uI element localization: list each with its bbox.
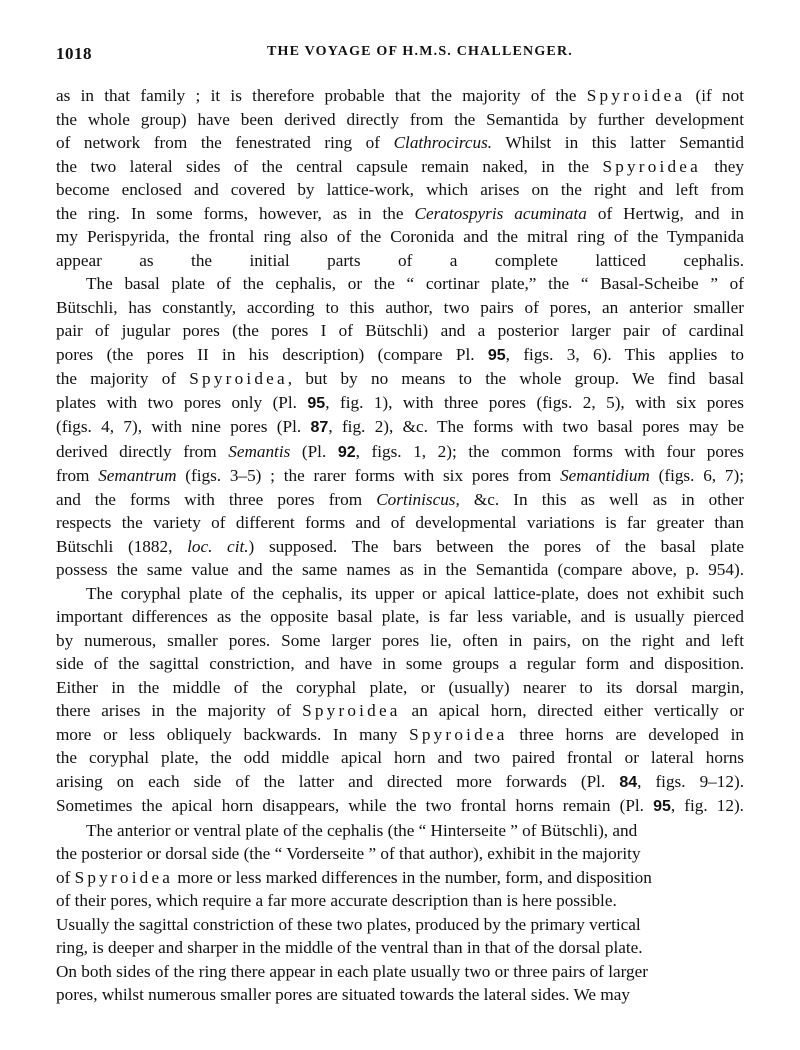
text-run: (if not [685,86,744,105]
body-text [56,84,744,1007]
spaced-term: Spyroidea [74,867,174,887]
text-run: appear as the initial parts of a complete latticed cephalis. [56,250,744,270]
text-run: Sometimes the apical horn disappears, while the two frontal horns remain (Pl. [56,796,654,815]
text-run: possess the same value and the same names as in the Semantida (compare above, p. 954). [56,560,744,579]
text-run: from [56,466,99,485]
spaced-term: Spyroidea [409,724,508,744]
paragraph-2 [56,272,744,582]
text-run: the majority of [56,369,190,388]
text-run: of Hertwig, and in [586,203,744,223]
text-run: the coryphal plate, the odd middle apical horn and two paired frontal or lateral horns [56,748,744,767]
text-run: of their pores, which require a far more accurate description than is here possible. [56,891,617,910]
text-run: of network from the fenestrated ring of [56,133,394,152]
text-run: The basal plate of the cephalis, or the “ cortinar plate,” the “ Basal-Scheibe ” of [86,274,744,293]
italic-term: Semantis [228,441,291,461]
text-run: The anterior or ventral plate of the cephalis (the “ Hinterseite ” of Bütschli), and [86,820,638,840]
text-run: , fig. 1), with three pores (figs. 2, 5), with six pores [325,392,744,412]
plate-number: 95 [487,346,506,364]
text-run: as in that family ; it is therefore probable that the majority of the [56,86,587,105]
text-run: become enclosed and covered by lattice-work, which arises on the right and left from [56,180,744,199]
text-run: of [56,867,75,887]
paragraph-3 [56,582,744,819]
italic-term: Ceratospyris acuminata [414,203,587,223]
text-run: three horns are developed in [507,724,744,744]
text-run: (Pl. [290,441,338,461]
text-run: there arises in the majority of [56,701,303,720]
text-run: respects the variety of different forms and of developmental variations is far greater than [56,513,744,532]
text-run: (figs. 6, 7); [649,466,744,485]
text-run: Bütschli, has constantly, according to this author, two pairs of pores, an anterior smaller [56,297,744,317]
plate-number: 92 [337,443,356,461]
text-run: , figs. 3, 6). This applies to [505,344,744,364]
text-run: and the forms with three pores from [56,489,377,509]
text-run: Usually the sagittal constriction of these two plates, produced by the primary vertical [56,914,641,934]
italic-term: Semantrum [98,466,177,485]
text-run: , figs. 1, 2); the common forms with four pores [355,441,744,461]
text-run: Whilst in this latter Semantid [492,133,744,152]
plate-number: 95 [653,798,671,815]
text-run: derived directly from [56,441,229,461]
plate-number: 87 [310,419,329,436]
text-run: more or less obliquely backwards. In many [56,724,410,744]
text-run: pores, whilst numerous smaller pores are situated towards the lateral sides. We may [56,985,630,1004]
plate-number: 84 [619,773,638,791]
paragraph-4 [56,819,744,1007]
spaced-term: Spyroidea [586,86,686,105]
text-run: by numerous, smaller pores. Some larger pores lie, often in pairs, on the right and left [56,630,744,650]
text-run: the two lateral sides of the central capsule remain naked, in the [56,156,603,176]
text-run: , but by no means to the whole group. We find basal [287,369,744,388]
text-run: pair of jugular pores (the pores I of Bütschli) and a posterior larger pair of cardinal [56,321,744,340]
text-run: , fig. 2), &c. The forms with two basal pores may be [328,417,744,436]
text-run: side of the sagittal constriction, and have in some groups a regular form and disposition. [56,654,744,673]
spaced-term: Spyroidea [189,369,288,388]
italic-term: Clathrocircus. [393,133,493,152]
text-run: Either in the middle of the coryphal plate, or (usually) nearer to its dorsal margin, [56,677,744,697]
text-run: they [700,156,744,176]
paragraph-1 [56,84,744,272]
text-run: , figs. 9–12). [637,771,744,791]
text-run: ) supposed. The bars between the pores of the basal plate [248,536,744,556]
italic-term: Cortiniscus, [376,489,460,509]
text-run: arising on each side of the latter and directed more forwards (Pl. [56,771,620,791]
text-run: (figs. 3–5) ; the rarer forms with six pores from [176,466,561,485]
text-run: (figs. 4, 7), with nine pores (Pl. [56,417,311,436]
text-run: an apical horn, directed either vertically or [400,701,744,720]
spaced-term: Spyroidea [302,701,401,720]
text-run: important differences as the opposite basal plate, is far less variable, and is usually pierced [56,607,744,626]
text-run: The coryphal plate of the cephalis, its upper or apical lattice-plate, does not exhibit such [86,583,744,603]
text-run: On both sides of the ring there appear in each plate usually two or three pairs of larger [56,961,648,981]
text-run: more or less marked differences in the number, form, and disposition [173,867,652,887]
spaced-term: Spyroidea [602,156,701,176]
text-run: Bütschli (1882, [56,536,188,556]
text-run: the whole group) have been derived directly from the Semantida by further development [56,109,744,129]
text-run: ring, is deeper and sharper in the middle of the ventral than in that of the dorsal plate. [56,938,643,957]
text-run: the posterior or dorsal side (the “ Vorderseite ” of that author), exhibit in the majority [56,844,641,863]
running-title: THE VOYAGE OF H.M.S. CHALLENGER. [267,44,573,59]
italic-term: loc. cit. [187,536,249,556]
text-run: my Perispyrida, the frontal ring also of the Coronida and the mitral ring of the Tympanida [56,227,744,246]
text-run: pores (the pores II in his description) (compare Pl. [56,344,488,364]
page-number: 1018 [56,44,92,63]
plate-number: 95 [307,394,326,412]
text-run: the ring. In some forms, however, as in the [56,203,415,223]
text-run: &c. In this as well as in other [459,489,744,509]
text-run: , fig. 12). [670,796,744,815]
italic-term: Semantidium [560,466,650,485]
text-run: plates with two pores only (Pl. [56,392,308,412]
page-header [56,44,744,68]
